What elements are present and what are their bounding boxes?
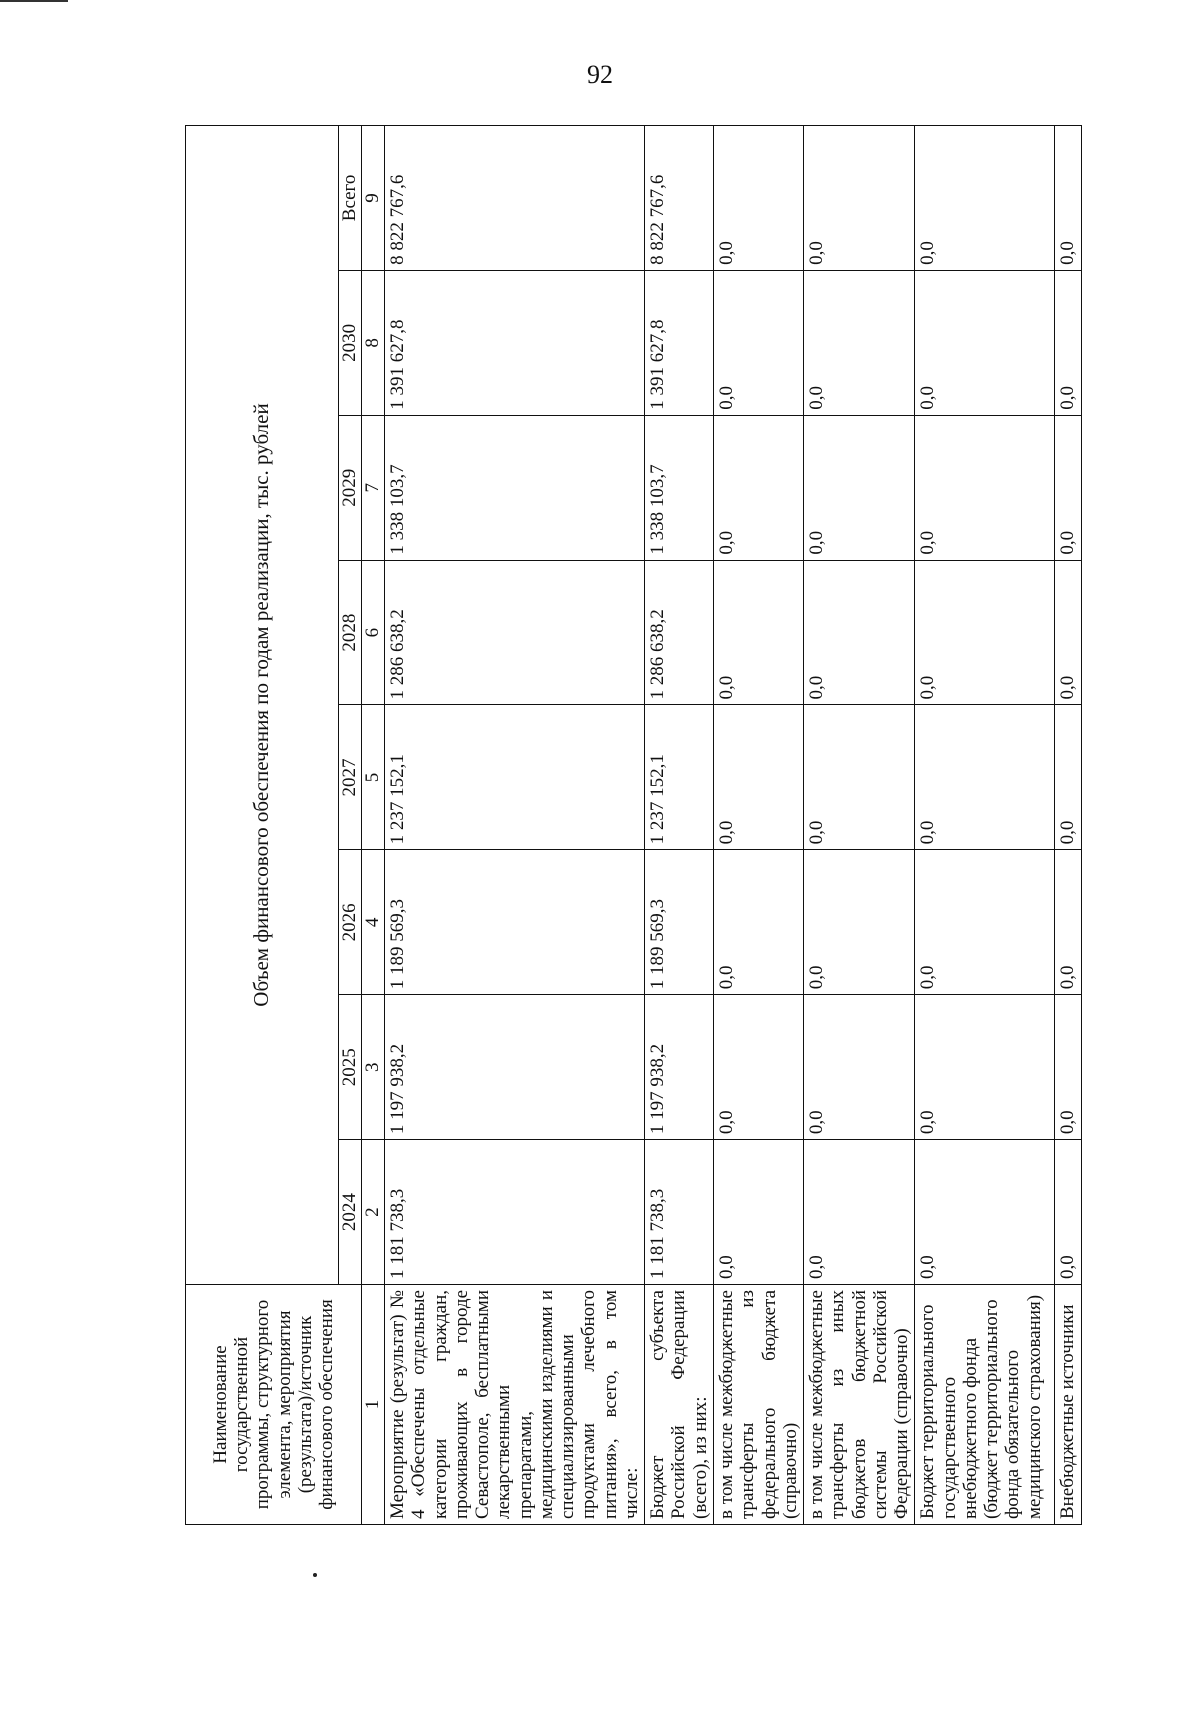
row-label: Мероприятие (результат) № 4 «Обеспечены отдельные категории граждан, проживающих в городе Севастополе, бесплатными лекарственными препаратами, медицинскими изделиями и специализированными продуктами лечебного питания», всего, в том числе: [385, 1285, 645, 1525]
page-number: 92 [587, 60, 613, 89]
header-financing-volume: Объем финансового обеспечения по годам реализации, тыс. рублей [186, 126, 339, 1285]
column-number: 5 [362, 705, 385, 850]
header-year-2028: 2028 [339, 560, 362, 705]
header-name-column: Наименование государственной программы, структурного элемента, мероприятия (результата)/источник финансового обеспечения [186, 1285, 362, 1525]
row-label: Бюджет субъекта Российской Федерации (всего), из них: [645, 1285, 714, 1525]
column-number: 6 [362, 560, 385, 705]
cell-value: 1 286 638,2 [645, 560, 714, 705]
header-total: Всего [339, 126, 362, 271]
cell-value: 0,0 [713, 1140, 803, 1285]
cell-value: 1 189 569,3 [645, 850, 714, 995]
financing-table [185, 125, 1082, 1525]
cell-value: 1 286 638,2 [385, 560, 645, 705]
column-number: 7 [362, 415, 385, 560]
cell-value: 1 197 938,2 [385, 995, 645, 1140]
cell-value: 0,0 [713, 270, 803, 415]
table-row [1055, 126, 1081, 1525]
header-year-2026: 2026 [339, 850, 362, 995]
cell-value: 0,0 [804, 415, 915, 560]
column-number: 1 [362, 1285, 385, 1525]
cell-total: 0,0 [915, 126, 1055, 271]
cell-value: 0,0 [915, 270, 1055, 415]
cell-value: 0,0 [915, 560, 1055, 705]
rotated-page-content [185, 125, 1079, 1525]
header-year-2025: 2025 [339, 995, 362, 1140]
scan-edge-mark [0, 0, 68, 2]
column-number: 4 [362, 850, 385, 995]
row-label: Бюджет территориального государственного внебюджетного фонда (бюджет территориального фонда обязательного медицинского страхования) [915, 1285, 1055, 1525]
column-number: 3 [362, 995, 385, 1140]
header-year-2027: 2027 [339, 705, 362, 850]
column-number: 8 [362, 270, 385, 415]
table-row [385, 126, 645, 1525]
scan-speck [313, 1573, 317, 1577]
cell-value: 0,0 [1055, 270, 1081, 415]
cell-value: 1 338 103,7 [385, 415, 645, 560]
cell-value: 0,0 [713, 705, 803, 850]
cell-value: 1 338 103,7 [645, 415, 714, 560]
cell-total: 8 822 767,6 [385, 126, 645, 271]
cell-value: 0,0 [804, 850, 915, 995]
cell-value: 1 237 152,1 [645, 705, 714, 850]
cell-value: 0,0 [804, 705, 915, 850]
cell-value: 0,0 [713, 850, 803, 995]
cell-value: 0,0 [1055, 1140, 1081, 1285]
cell-total: 0,0 [713, 126, 803, 271]
cell-value: 0,0 [713, 995, 803, 1140]
table-row [713, 126, 803, 1525]
cell-value: 0,0 [804, 995, 915, 1140]
table-row [645, 126, 714, 1525]
cell-value: 1 237 152,1 [385, 705, 645, 850]
header-year-2029: 2029 [339, 415, 362, 560]
cell-value: 0,0 [713, 415, 803, 560]
cell-value: 0,0 [1055, 415, 1081, 560]
cell-value: 0,0 [804, 270, 915, 415]
column-number: 2 [362, 1140, 385, 1285]
row-label: в том числе межбюджетные трансферты из федерального бюджета (справочно) [713, 1285, 803, 1525]
cell-value: 0,0 [915, 1140, 1055, 1285]
cell-value: 0,0 [915, 850, 1055, 995]
cell-value: 0,0 [804, 560, 915, 705]
table-row [915, 126, 1055, 1525]
cell-value: 0,0 [915, 705, 1055, 850]
cell-value: 0,0 [1055, 560, 1081, 705]
header-year-2030: 2030 [339, 270, 362, 415]
column-number: 9 [362, 126, 385, 271]
cell-value: 0,0 [713, 560, 803, 705]
cell-value: 0,0 [1055, 850, 1081, 995]
cell-value: 0,0 [1055, 995, 1081, 1140]
cell-value: 1 181 738,3 [385, 1140, 645, 1285]
header-year-2024: 2024 [339, 1140, 362, 1285]
cell-total: 0,0 [1055, 126, 1081, 271]
cell-value: 0,0 [804, 1140, 915, 1285]
cell-value: 1 391 627,8 [645, 270, 714, 415]
cell-total: 8 822 767,6 [645, 126, 714, 271]
cell-value: 0,0 [1055, 705, 1081, 850]
cell-value: 1 181 738,3 [645, 1140, 714, 1285]
cell-value: 1 189 569,3 [385, 850, 645, 995]
column-number-row [362, 126, 385, 1525]
cell-value: 0,0 [915, 995, 1055, 1140]
table-row [804, 126, 915, 1525]
cell-value: 0,0 [915, 415, 1055, 560]
cell-value: 1 197 938,2 [645, 995, 714, 1140]
row-label: Внебюджетные источники [1055, 1285, 1081, 1525]
row-label: в том числе межбюджетные трансферты из иных бюджетов бюджетной системы Российской Федерации (справочно) [804, 1285, 915, 1525]
cell-value: 1 391 627,8 [385, 270, 645, 415]
cell-total: 0,0 [804, 126, 915, 271]
